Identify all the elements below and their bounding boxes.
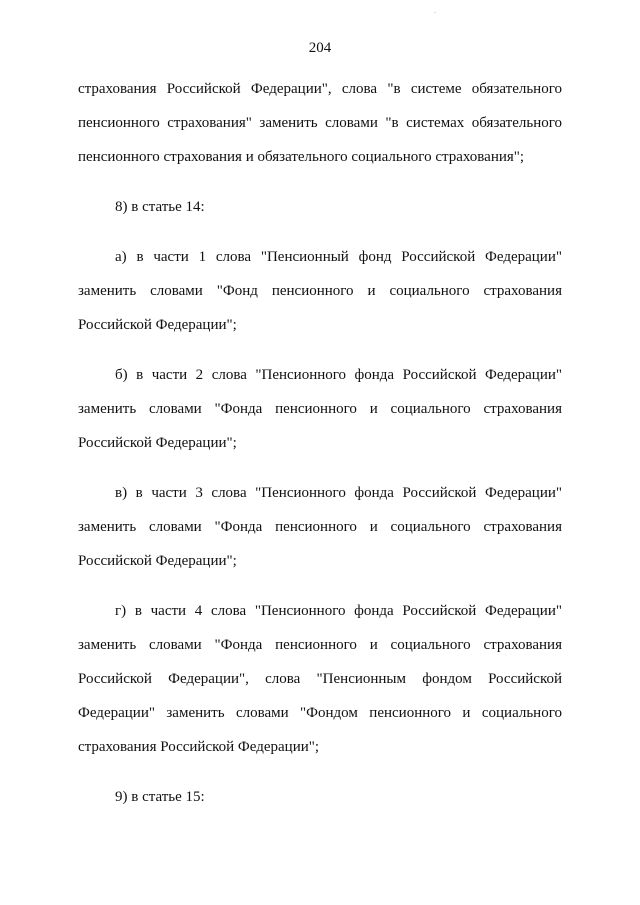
paragraph-continuation: страхования Российской Федерации", слова "в системе обязательного пенсионного страхования" заменить словами "в системах обязательного пенсионного страхования и обязательного социального страхования";: [78, 81, 562, 165]
paragraph-item-8: 8) в статье 14:: [115, 199, 205, 215]
paragraph-subitem-v: в) в части 3 слова "Пенсионного фонда Российской Федерации" заменить словами "Фонда пенсионного и социального страхования Российской Федерации";: [78, 485, 562, 569]
paragraph-subitem-g: г) в части 4 слова "Пенсионного фонда Российской Федерации" заменить словами "Фонда пенсионного и социального страхования Российской Федерации", слова "Пенсионным фондом Российской Федерации" заменить словами "Фондом пенсионного и социального страхования Российской Федерации";: [78, 603, 562, 755]
paragraph-subitem-b: б) в части 2 слова "Пенсионного фонда Российской Федерации" заменить словами "Фонда пенсионного и социального страхования Российской Федерации";: [78, 367, 562, 451]
document-body: [78, 72, 562, 830]
page-number: 204: [308, 40, 332, 56]
paragraph-subitem-a: а) в части 1 слова "Пенсионный фонд Российской Федерации" заменить словами "Фонд пенсионного и социального страхования Российской Федерации";: [78, 249, 562, 333]
paragraph-item-9: 9) в статье 15:: [115, 789, 205, 805]
corner-mark: .: [434, 6, 436, 15]
